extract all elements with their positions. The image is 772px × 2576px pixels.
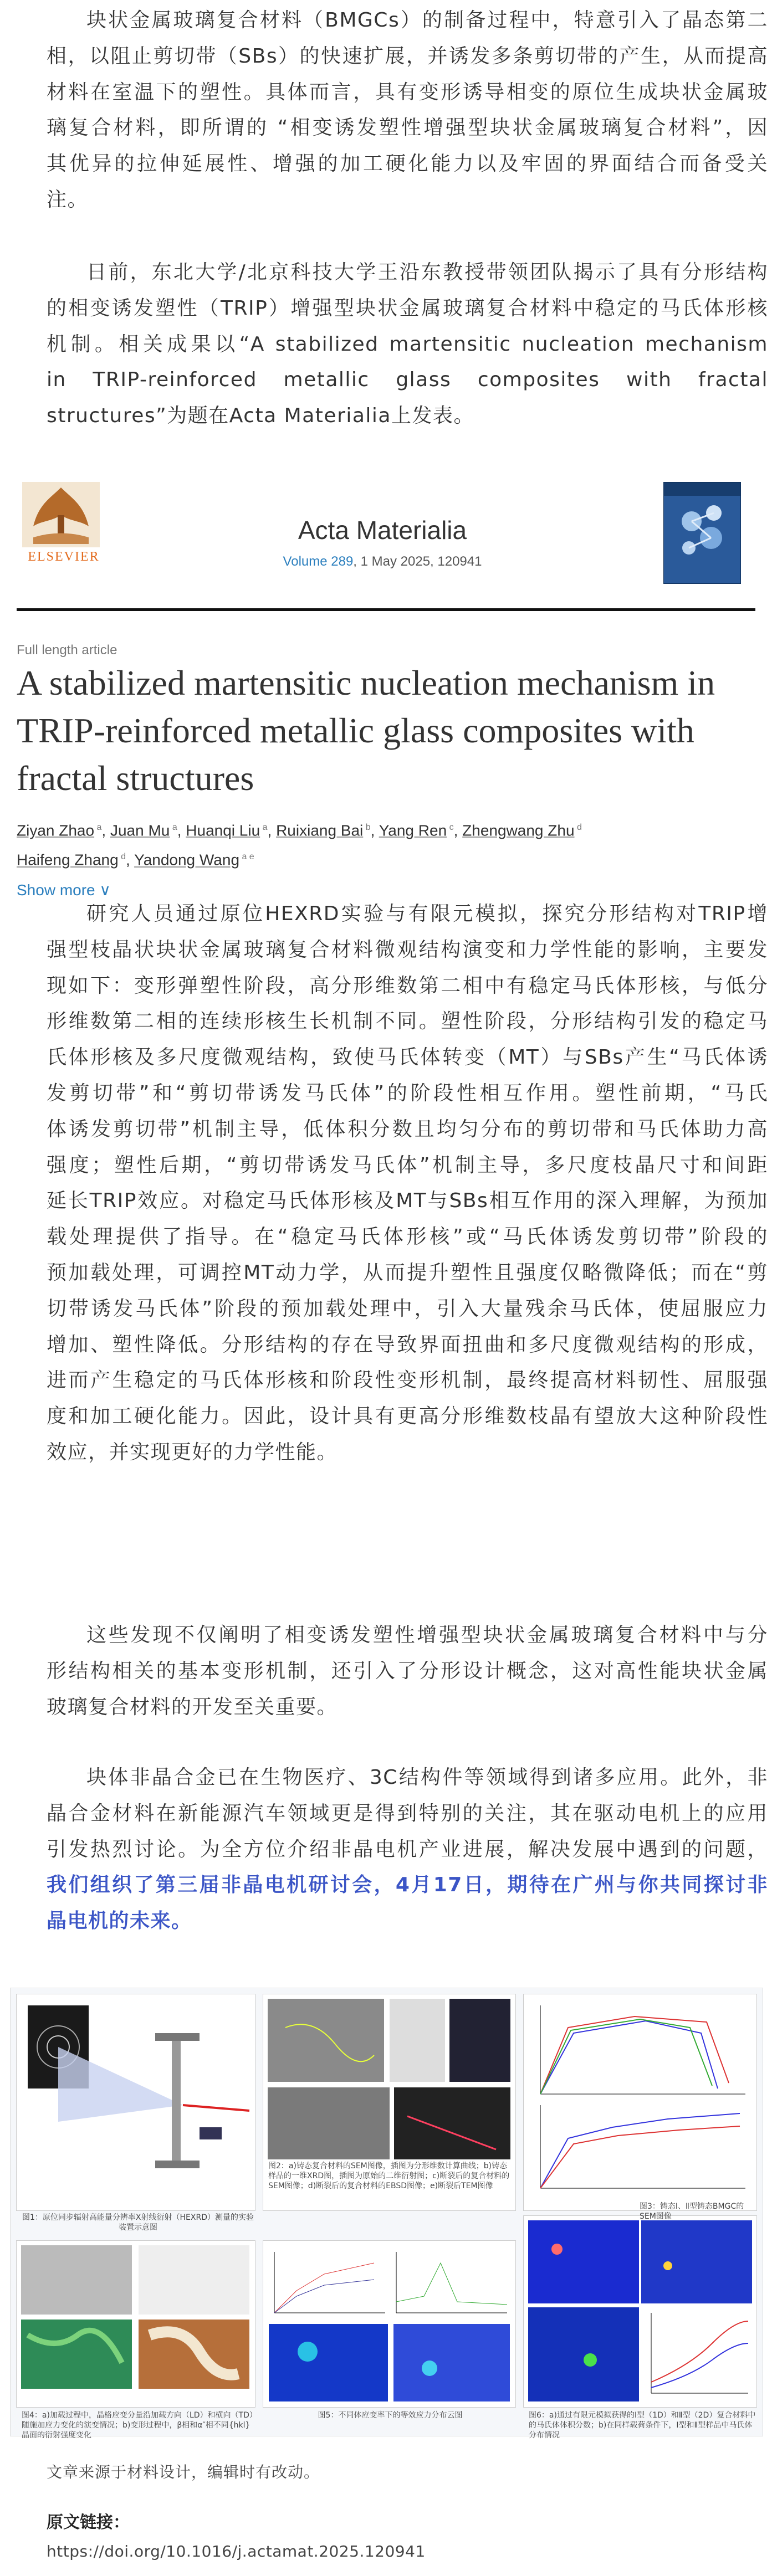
author-name[interactable]: Ziyan Zhao [17,822,95,839]
author-separator: , [267,822,277,839]
text-line: 现如下：变形弹塑性阶段，高分形维数第二相中有稳定马氏体形核，与低分 [47,974,768,997]
article-title: A stabilized martensitic nucleation mechanism in TRIP-reinforced metallic glass composites with fractal structures [17,663,715,798]
journal-volume [183,554,582,569]
author-affiliation: d [574,823,582,832]
author-name[interactable]: Yandong Wang [134,851,240,869]
text-line: 其优异的拉伸延展性、增强的加工硬化能力以及牢固的界面结合而备受关 [47,152,768,176]
text-line: 块体非晶合金已在生物医疗、3C结构件等领域得到诸多应用。此外，非 [86,1766,768,1789]
event-highlight-line: 我们组织了第三届非晶电机研讨会，4月17日，期待在广州与你共同探讨非 [47,1874,768,1897]
issue-date: , 1 May 2025, 120941 [353,554,482,569]
author-name[interactable]: Ruixiang Bai [276,822,364,839]
author-line [17,814,748,844]
figure-caption: 图6：a)通过有限元模拟获得的Ⅰ型（1D）和Ⅱ型（2D）复合材料中的马氏体体积分数；b)在同样载荷条件下，Ⅰ型和Ⅱ型样品中马氏体分布情况 [529,2411,756,2440]
author-affiliation: c [447,823,454,832]
text-line: 的相变诱发塑性（TRIP）增强型块状金属玻璃复合材料中稳定的马氏体形核 [47,296,768,320]
original-link-label: 原文链接： [47,2513,130,2532]
figure-caption: 图4：a)加载过程中，晶格应变分量沿加载方向（LD）和横向（TD）随施加应力变化的演变情况；b)变形过程中，β相和α″相不同{hkl}晶面的衍射强度变化 [22,2411,253,2440]
microstructure-images [16,2240,255,2408]
text-line: 强型枝晶状块状金属玻璃复合材料微观结构演变和力学性能的影响，主要发 [47,938,768,961]
source-note: 文章来源于材料设计，编辑时有改动。 [47,2463,320,2481]
header-divider [17,608,755,611]
text-line: 延长TRIP效应。对稳定马氏体形核及MT与SBs相互作用的深入理解，为预加 [47,1189,768,1213]
text-line: 切带诱发马氏体”阶段的预加载处理中，引入大量残余马氏体，使屈服应力 [47,1297,768,1320]
text-line: structures”为题在Acta Materialia上发表。 [47,404,474,428]
author-separator: , [126,851,135,869]
text-line: 引发热烈讨论。为全方位介绍非晶电机产业进展，解决发展中遇到的问题， [47,1838,768,1861]
author-list [17,814,748,874]
author-separator: , [453,822,463,839]
text-line: 相，以阻止剪切带（SBs）的快速扩展，并诱发多条剪切带的产生，从而提高 [47,44,768,68]
volume-link[interactable]: Volume 289 [283,554,354,569]
intro-paragraph [47,3,768,218]
author-affiliation: a e [239,852,254,862]
text-line: 形结构相关的基本变形机制，还引入了分形设计概念，这对高性能块状金属 [47,1659,768,1682]
show-more-link[interactable]: Show more ∨ [17,881,111,899]
findings-paragraph [47,896,768,1471]
significance-paragraph [47,1618,768,1725]
journal-article-header [17,482,755,899]
text-line: 强度；塑性后期，“剪切带诱发马氏体”机制主导，多尺度枝晶尺寸和间距 [47,1153,768,1177]
author-separator: , [370,822,379,839]
text-line: 发剪切带”和“剪切带诱发马氏体”的阶段性相互作用。塑性前期，“马氏 [47,1081,768,1105]
author-line [17,844,748,873]
journal-name: Acta Materialia [298,516,467,545]
event-highlight-line: 晶电机的未来。 [47,1910,192,1933]
announcement-paragraph [47,255,768,434]
article-type: Full length article [17,643,117,658]
text-line: 增加、塑性降低。分形结构的存在导致界面扭曲和多尺度微观结构的形成， [47,1333,768,1356]
text-line: 晶合金材料在新能源汽车领域更是得到特别的关注，其在驱动电机上的应用 [47,1802,768,1825]
figure-caption: 图3：铸态Ⅰ、Ⅱ型铸态BMGC的SEM图像 [640,2202,744,2221]
author-name[interactable]: Juan Mu [110,822,170,839]
text-line: 研究人员通过原位HEXRD实验与有限元模拟，探究分形结构对TRIP增 [86,902,768,925]
lattice-strain-plots [263,2240,516,2408]
author-affiliation: a [94,823,102,832]
text-line: 块状金属玻璃复合材料（BMGCs）的制备过程中，特意引入了晶态第二 [86,9,768,32]
author-affiliation: a [170,823,177,832]
author-affiliation: b [363,823,371,832]
original-link-url[interactable]: https://doi.org/10.1016/j.actamat.2025.120941 [47,2542,426,2560]
martensite-distribution-maps [523,2215,757,2408]
stress-strain-plot [523,1994,757,2211]
author-separator: , [177,822,186,839]
event-paragraph [47,1760,768,1939]
text-line: 体诱发剪切带”机制主导，低体积分数且均匀分布的剪切带和马氏体助力高 [47,1117,768,1141]
text-line: 度和加工硬化能力。因此，设计具有更高分形维数枝晶有望放大这种阶段性 [47,1405,768,1428]
journal-cover-thumbnail [663,482,741,584]
text-line: 效应，并实现更好的力学性能。 [47,1440,338,1464]
author-separator: , [101,822,110,839]
text-line: 氏体形核及多尺度微观结构，致使马氏体转变（MT）与SBs产生“马氏体诱 [47,1046,768,1069]
text-line: 进而产生稳定的马氏体形核和阶段性变形机制，最终提高材料韧性、屈服强 [47,1369,768,1392]
text-line: 玻璃复合材料的开发至关重要。 [47,1695,338,1718]
text-line: 日前，东北大学/北京科技大学王沿东教授带领团队揭示了具有分形结构 [86,261,768,284]
text-line: 形维数第二相的连续形核生长机制不同。塑性阶段，分形结构引发的稳定马 [47,1010,768,1033]
text-line: 机制。相关成果以“A stabilized martensitic nucleation mechanism [47,332,768,356]
text-line: 璃复合材料，即所谓的 “相变诱发塑性增强型块状金属玻璃复合材料”，因 [47,116,768,140]
author-name[interactable]: Yang Ren [379,822,447,839]
author-affiliation: a [260,823,268,832]
text-line: in TRIP-reinforced metallic glass composites with fractal [47,368,768,392]
text-line: 预加载处理，可调控MT动力学，从而提升塑性且强度仅略微降低；而在“剪 [47,1261,768,1284]
experiment-setup-diagram [16,1994,255,2211]
text-line: 注。 [47,188,89,211]
figure-caption: 图2：a)铸态复合材料的SEM图像，插图为分形维数计算曲线；b)铸态样品的一维XRD图，插图为原始的二维衍射图；c)断裂后的复合材料的SEM图像；d)断裂后的复合材料的EBSD图像；e)断裂后TEM图像 [268,2162,510,2190]
text-line: 载处理提供了指导。在“稳定马氏体形核”或“马氏体诱发剪切带”阶段的 [47,1225,768,1249]
figure-caption: 图1：原位同步辐射高能量分辨率X射线衍射（HEXRD）测量的实验装置示意图 [22,2213,254,2232]
figure-caption: 图5：不同体应变率下的等效应力分布云图 [318,2411,463,2420]
figure-collage [10,1988,763,2440]
publisher-name: ELSEVIER [28,550,100,564]
author-name[interactable]: Zhengwang Zhu [462,822,575,839]
text-line: 材料在室温下的塑性。具体而言，具有变形诱导相变的原位生成块状金属玻 [47,80,768,104]
author-name[interactable]: Huanqi Liu [186,822,260,839]
author-name[interactable]: Haifeng Zhang [17,851,119,869]
author-affiliation: d [118,852,126,862]
text-line: 这些发现不仅阐明了相变诱发塑性增强型块状金属玻璃复合材料中与分 [86,1624,768,1646]
